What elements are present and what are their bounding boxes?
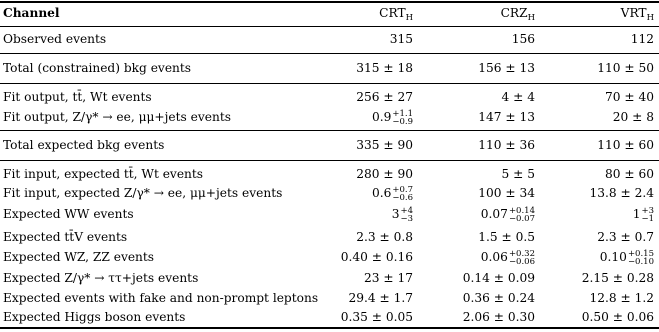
cell-crt: 0.9 +1.1 −0.9 bbox=[371, 108, 413, 127]
cell-crz: 0.07 +0.14 −0.07 bbox=[480, 205, 535, 224]
cell-vrt: 70 ± 40 bbox=[605, 90, 654, 104]
cell-vrt: 110 ± 60 bbox=[597, 138, 654, 152]
cell-crz: 147 ± 13 bbox=[478, 110, 535, 124]
cell-vrt: 80 ± 60 bbox=[605, 167, 654, 181]
cell-crt: 315 bbox=[389, 32, 413, 46]
table-row bbox=[0, 136, 659, 155]
cell-vrt: 0.50 ± 0.06 bbox=[581, 310, 654, 324]
cell-crt: 0.6 +0.7 −0.6 bbox=[371, 184, 413, 203]
cell-vrt: 1 +3 −1 bbox=[632, 205, 654, 224]
cell-crz: 2.06 ± 0.30 bbox=[462, 310, 535, 324]
row-label: Total expected bkg events bbox=[3, 138, 165, 152]
cell-crt: 0.40 ± 0.16 bbox=[340, 250, 413, 264]
header-vrt: $VRT_H$ bbox=[620, 6, 654, 23]
row-label: Expected WZ, ZZ events bbox=[3, 250, 155, 264]
table-row bbox=[0, 308, 659, 327]
table-row bbox=[0, 289, 659, 308]
table-row bbox=[0, 88, 659, 107]
cell-vrt: 20 ± 8 bbox=[612, 110, 654, 124]
row-label: Fit output, tt̄, Wt events bbox=[3, 90, 152, 104]
table-row bbox=[0, 184, 659, 203]
row-label: Fit output, Z/γ* → ee, μμ+jets events bbox=[3, 110, 231, 124]
cell-crz: 110 ± 36 bbox=[478, 138, 535, 152]
rule-after-total-expected bbox=[0, 160, 659, 161]
row-label: Observed events bbox=[3, 32, 107, 46]
cell-vrt: 12.8 ± 1.2 bbox=[589, 291, 654, 305]
table-row bbox=[0, 228, 659, 247]
bottom-rule bbox=[0, 327, 659, 329]
table-header bbox=[0, 4, 659, 23]
cell-crt: 2.3 ± 0.8 bbox=[356, 230, 413, 244]
cell-vrt: 13.8 ± 2.4 bbox=[589, 186, 654, 200]
cell-crt: 315 ± 18 bbox=[356, 61, 413, 75]
cell-crz: 0.06 +0.32 −0.06 bbox=[480, 248, 535, 267]
cell-crz: 156 bbox=[511, 32, 535, 46]
row-label: Expected Higgs boson events bbox=[3, 310, 186, 324]
row-label: Fit input, expected tt̄, Wt events bbox=[3, 167, 204, 181]
cell-crz: 100 ± 34 bbox=[478, 186, 535, 200]
cell-crt: 335 ± 90 bbox=[356, 138, 413, 152]
table-row bbox=[0, 30, 659, 49]
top-rule bbox=[0, 1, 659, 3]
cell-crz: 0.36 ± 0.24 bbox=[462, 291, 535, 305]
cell-crt: 256 ± 27 bbox=[356, 90, 413, 104]
table-row bbox=[0, 165, 659, 184]
rule-after-observed bbox=[0, 53, 659, 54]
cell-crt: 23 ± 17 bbox=[364, 271, 413, 285]
cell-crt: 29.4 ± 1.7 bbox=[348, 291, 413, 305]
cell-crz: 0.14 ± 0.09 bbox=[462, 271, 535, 285]
rule-after-fit-output bbox=[0, 130, 659, 131]
row-label: Fit input, expected Z/γ* → ee, μμ+jets events bbox=[3, 186, 283, 200]
table-row bbox=[0, 269, 659, 288]
rule-after-constrained bbox=[0, 83, 659, 84]
cell-crt: 0.35 ± 0.05 bbox=[340, 310, 413, 324]
table-row bbox=[0, 108, 659, 127]
header-crz: $CRZ_H$ bbox=[500, 6, 535, 23]
table-row bbox=[0, 205, 659, 224]
cell-crz: 4 ± 4 bbox=[501, 90, 535, 104]
cell-crt: 3 +4 −3 bbox=[391, 205, 413, 224]
cell-vrt: 0.10 +0.15 −0.10 bbox=[599, 248, 654, 267]
cell-crz: 1.5 ± 0.5 bbox=[478, 230, 535, 244]
cell-vrt: 2.15 ± 0.28 bbox=[581, 271, 654, 285]
row-label: Expected events with fake and non-prompt leptons bbox=[3, 291, 319, 305]
cell-vrt: 2.3 ± 0.7 bbox=[597, 230, 654, 244]
cell-vrt: 110 ± 50 bbox=[597, 61, 654, 75]
cell-crz: 156 ± 13 bbox=[478, 61, 535, 75]
cell-crt: 280 ± 90 bbox=[356, 167, 413, 181]
cell-vrt: 112 bbox=[630, 32, 654, 46]
header-channel: Channel bbox=[3, 6, 60, 20]
table-row bbox=[0, 248, 659, 267]
cell-crz: 5 ± 5 bbox=[501, 167, 535, 181]
row-label: Expected tt̄V events bbox=[3, 230, 128, 244]
row-label: Expected Z/γ* → ττ+jets events bbox=[3, 271, 199, 285]
row-label: Expected WW events bbox=[3, 207, 134, 221]
row-label: Total (constrained) bkg events bbox=[3, 61, 192, 75]
header-crt: $CRT_H$ bbox=[379, 6, 413, 23]
header-rule bbox=[0, 26, 659, 27]
table-row bbox=[0, 59, 659, 78]
